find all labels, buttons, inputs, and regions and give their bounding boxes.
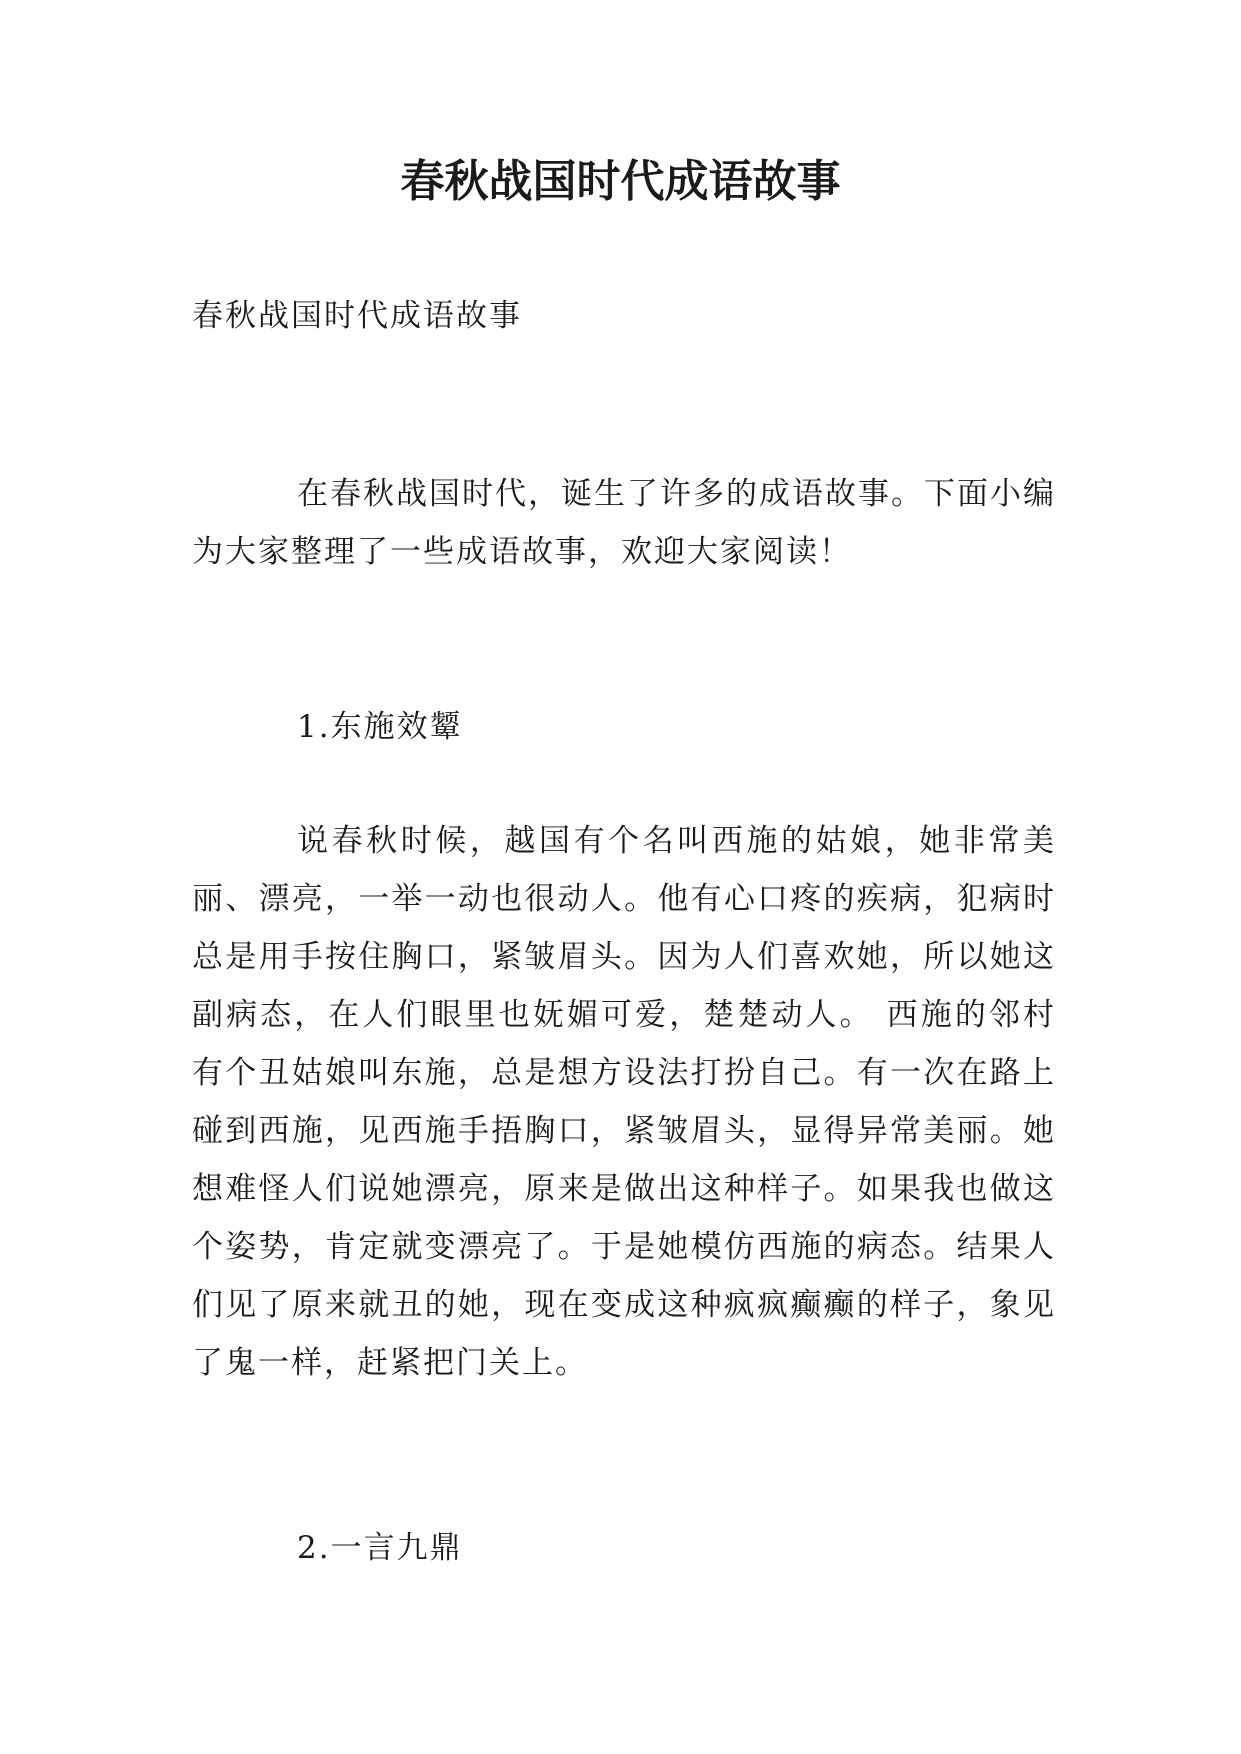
section-heading-2: 2.一言九鼎 — [297, 1530, 463, 1566]
document-title: 春秋战国时代成语故事 — [400, 156, 841, 207]
section-heading-1: 1.东施效颦 — [297, 709, 463, 745]
intro-paragraph: 在春秋战国时代，诞生了许多的成语故事。下面小编为大家整理了一些成语故事，欢迎大家阅读！ — [192, 476, 1056, 570]
document-subtitle: 春秋战国时代成语故事 — [192, 298, 522, 334]
section-paragraph-1: 说春秋时候，越国有个名叫西施的姑娘，她非常美丽、漂亮，一举一动也很动人。他有心口疼的疾病，犯病时总是用手按住胸口，紧皱眉头。因为人们喜欢她，所以她这副病态，在人们眼里也妩媚可爱，楚楚动人。 西施的邻村有个丑姑娘叫东施，总是想方设法打扮自己。有一次在路上碰到西施，见西施手捂胸口，紧皱眉头，显得异常美丽。她想难怪人们说她漂亮，原来是做出这种样子。如果我也做这个姿势，肯定就变漂亮了。于是她模仿西施的病态。结果人们见了原来就丑的她，现在变成这种疯疯癫癫的样子，象见了鬼一样，赶紧把门关上。 — [192, 823, 1056, 1381]
